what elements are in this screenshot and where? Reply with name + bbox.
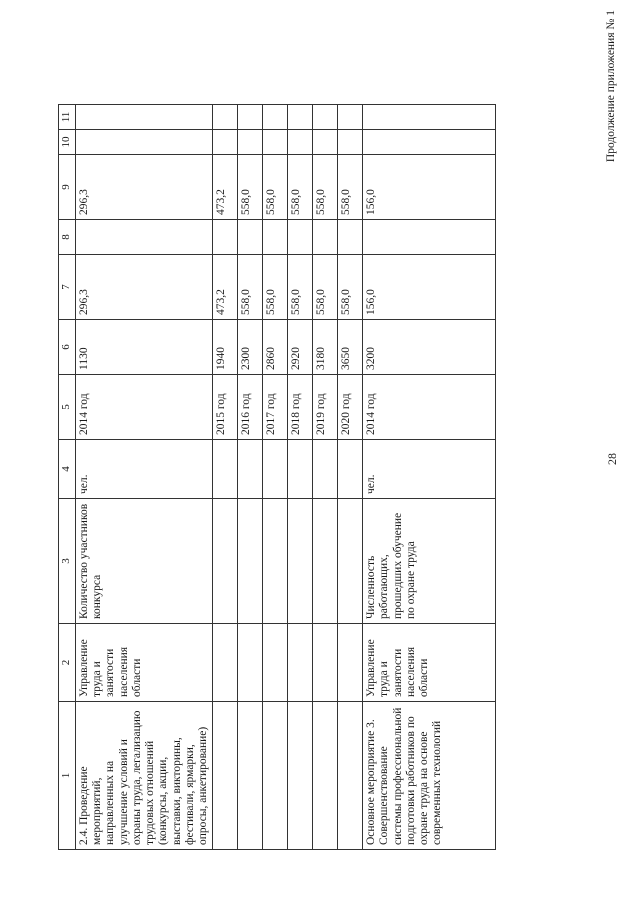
cell-col-1 bbox=[338, 702, 363, 850]
cell-col-9: 558,0 bbox=[238, 155, 263, 220]
cell-col-5: 2019 год bbox=[313, 375, 338, 440]
cell-col-7: 558,0 bbox=[238, 255, 263, 320]
cell-col-10 bbox=[76, 130, 213, 155]
cell-col-3 bbox=[263, 499, 288, 624]
cell-col-2 bbox=[213, 624, 238, 702]
cell-col-11 bbox=[363, 105, 496, 130]
cell-col-6: 3180 bbox=[313, 320, 338, 375]
cell-col-1 bbox=[213, 702, 238, 850]
cell-col-11 bbox=[213, 105, 238, 130]
cell-col-6: 1940 bbox=[213, 320, 238, 375]
cell-col-5: 2016 год bbox=[238, 375, 263, 440]
header-note: Продолжение приложения № 1 bbox=[605, 10, 617, 163]
cell-col-5: 2017 год bbox=[263, 375, 288, 440]
cell-col-10 bbox=[363, 130, 496, 155]
cell-col-9: 558,0 bbox=[288, 155, 313, 220]
cell-col-4 bbox=[213, 440, 238, 499]
cell-col-2 bbox=[263, 624, 288, 702]
cell-col-5: 2020 год bbox=[338, 375, 363, 440]
cell-col-1: Основное мероприятие 3. Совершенствование системы профессиональной подготовки работников по охране труда на основе современных технологий bbox=[363, 702, 496, 850]
cell-col-9: 558,0 bbox=[338, 155, 363, 220]
col-header-9: 9 bbox=[59, 155, 76, 220]
col-header-10: 10 bbox=[59, 130, 76, 155]
cell-col-7: 558,0 bbox=[313, 255, 338, 320]
cell-col-3: Численность работающих, прошедших обучение по охране труда bbox=[363, 499, 496, 624]
cell-col-4 bbox=[238, 440, 263, 499]
col-header-3: 3 bbox=[59, 499, 76, 624]
cell-col-8 bbox=[338, 220, 363, 255]
cell-col-11 bbox=[288, 105, 313, 130]
table-row bbox=[213, 105, 238, 850]
cell-col-10 bbox=[238, 130, 263, 155]
col-header-4: 4 bbox=[59, 440, 76, 499]
cell-col-2 bbox=[338, 624, 363, 702]
cell-col-8 bbox=[313, 220, 338, 255]
cell-col-8 bbox=[288, 220, 313, 255]
col-header-11: 11 bbox=[59, 105, 76, 130]
cell-col-8 bbox=[213, 220, 238, 255]
cell-col-6: 2300 bbox=[238, 320, 263, 375]
cell-col-3: Количество участников конкурса bbox=[76, 499, 213, 624]
cell-col-9: 473,2 bbox=[213, 155, 238, 220]
cell-col-11 bbox=[338, 105, 363, 130]
cell-col-9: 558,0 bbox=[313, 155, 338, 220]
cell-col-2 bbox=[313, 624, 338, 702]
cell-col-7: 558,0 bbox=[288, 255, 313, 320]
cell-col-4 bbox=[263, 440, 288, 499]
cell-col-6: 3650 bbox=[338, 320, 363, 375]
table-row bbox=[76, 105, 213, 850]
cell-col-4 bbox=[313, 440, 338, 499]
cell-col-4: чел. bbox=[76, 440, 213, 499]
cell-col-8 bbox=[76, 220, 213, 255]
col-header-2: 2 bbox=[59, 624, 76, 702]
cell-col-3 bbox=[313, 499, 338, 624]
cell-col-6: 2920 bbox=[288, 320, 313, 375]
cell-col-4 bbox=[288, 440, 313, 499]
cell-col-10 bbox=[313, 130, 338, 155]
program-table bbox=[58, 104, 496, 850]
table-row bbox=[238, 105, 263, 850]
cell-col-1 bbox=[263, 702, 288, 850]
cell-col-2 bbox=[288, 624, 313, 702]
cell-col-1 bbox=[313, 702, 338, 850]
table-row bbox=[313, 105, 338, 850]
cell-col-3 bbox=[238, 499, 263, 624]
cell-col-8 bbox=[363, 220, 496, 255]
cell-col-1: 2.4. Проведение мероприятий, направленных на улучшение условий и охраны труда, легализацию трудовых отношений (конкурсы, акции, выставки, викторины, фестивали, ярмарки, опросы, анкетирование) bbox=[76, 702, 213, 850]
table-row bbox=[363, 105, 496, 850]
table-row bbox=[263, 105, 288, 850]
cell-col-3 bbox=[288, 499, 313, 624]
cell-col-6: 1130 bbox=[76, 320, 213, 375]
col-header-8: 8 bbox=[59, 220, 76, 255]
cell-col-7: 156,0 bbox=[363, 255, 496, 320]
cell-col-3 bbox=[213, 499, 238, 624]
cell-col-5: 2018 год bbox=[288, 375, 313, 440]
cell-col-8 bbox=[238, 220, 263, 255]
cell-col-4: чел. bbox=[363, 440, 496, 499]
cell-col-1 bbox=[288, 702, 313, 850]
cell-col-10 bbox=[263, 130, 288, 155]
cell-col-11 bbox=[238, 105, 263, 130]
cell-col-7: 558,0 bbox=[263, 255, 288, 320]
cell-col-5: 2015 год bbox=[213, 375, 238, 440]
cell-col-10 bbox=[288, 130, 313, 155]
cell-col-8 bbox=[263, 220, 288, 255]
cell-col-9: 558,0 bbox=[263, 155, 288, 220]
cell-col-11 bbox=[263, 105, 288, 130]
cell-col-7: 473,2 bbox=[213, 255, 238, 320]
cell-col-7: 558,0 bbox=[338, 255, 363, 320]
cell-col-3 bbox=[338, 499, 363, 624]
cell-col-4 bbox=[338, 440, 363, 499]
cell-col-5: 2014 год bbox=[363, 375, 496, 440]
cell-col-2: Управление труда и занятости населения области bbox=[363, 624, 496, 702]
cell-col-11 bbox=[313, 105, 338, 130]
cell-col-9: 156,0 bbox=[363, 155, 496, 220]
cell-col-2: Управление труда и занятости населения области bbox=[76, 624, 213, 702]
cell-col-9: 296,3 bbox=[76, 155, 213, 220]
cell-col-7: 296,3 bbox=[76, 255, 213, 320]
cell-col-6: 3200 bbox=[363, 320, 496, 375]
cell-col-5: 2014 год bbox=[76, 375, 213, 440]
table-row bbox=[338, 105, 363, 850]
header-row bbox=[59, 105, 76, 850]
cell-col-2 bbox=[238, 624, 263, 702]
cell-col-10 bbox=[338, 130, 363, 155]
page-number: 28 bbox=[605, 453, 619, 465]
cell-col-1 bbox=[238, 702, 263, 850]
table-row bbox=[288, 105, 313, 850]
col-header-7: 7 bbox=[59, 255, 76, 320]
cell-col-6: 2860 bbox=[263, 320, 288, 375]
cell-col-11 bbox=[76, 105, 213, 130]
col-header-1: 1 bbox=[59, 702, 76, 850]
col-header-6: 6 bbox=[59, 320, 76, 375]
cell-col-10 bbox=[213, 130, 238, 155]
col-header-5: 5 bbox=[59, 375, 76, 440]
